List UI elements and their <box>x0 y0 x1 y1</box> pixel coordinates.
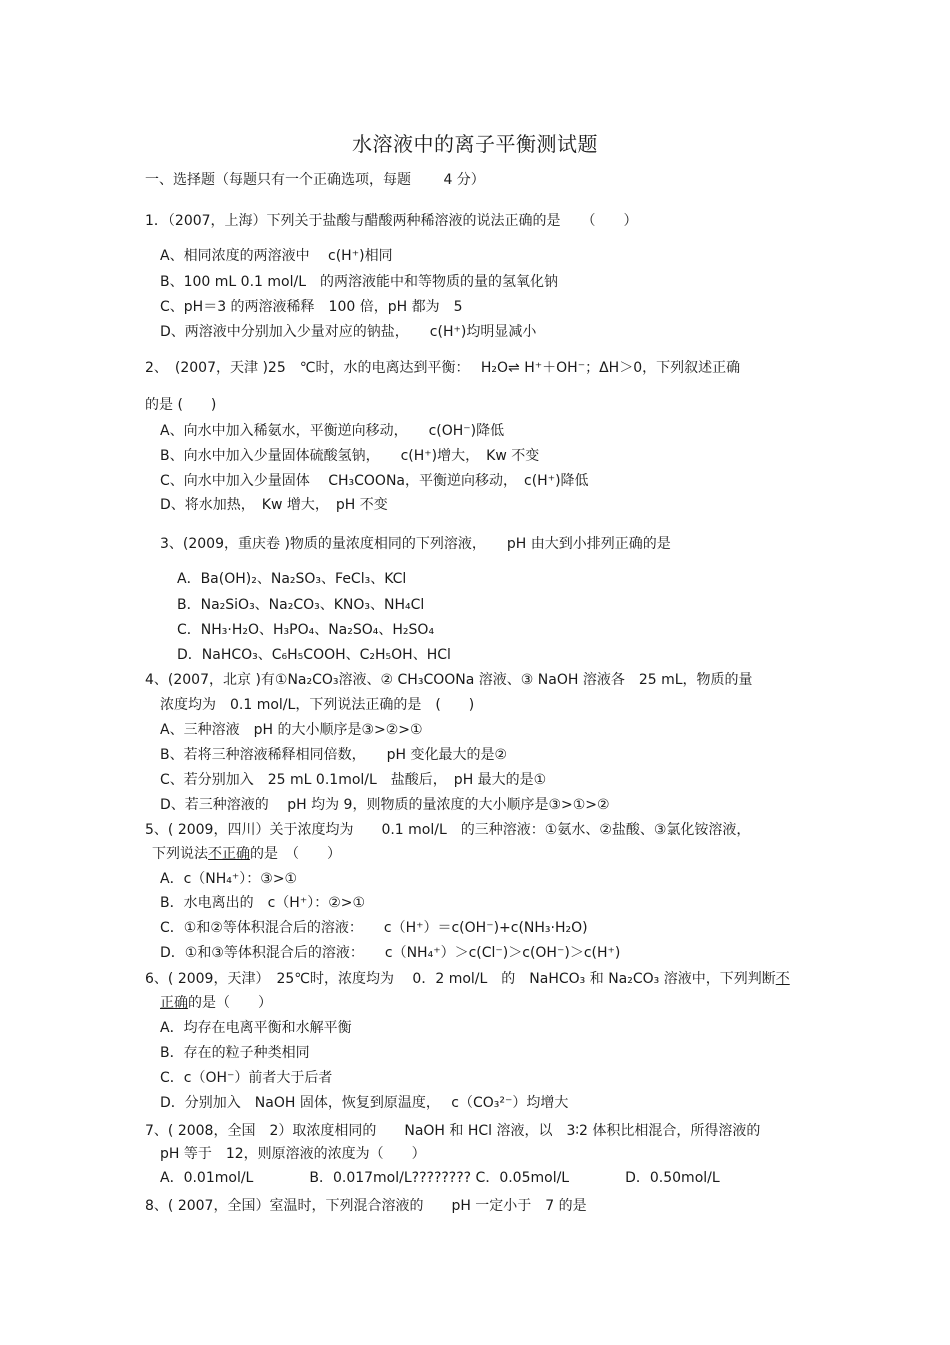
q6-stem-part2: 的是（ ） <box>188 995 272 1011</box>
q8-stem: 8、( 2007，全国）室温时，下列混合溶液的 pH 一定小于 7 的是 <box>145 1198 587 1214</box>
q6-option-b: B．存在的粒子种类相同 <box>160 1045 310 1061</box>
q4-option-b: B、若将三种溶液稀释相同倍数， pH 变化最大的是② <box>160 747 508 763</box>
q2-option-a: A、向水中加入稀氨水，平衡逆向移动， c(OH⁻)降低 <box>160 423 505 439</box>
q5-option-a: A．c（NH₄⁺）：③>① <box>160 871 298 887</box>
q5-stem-part2: 的是 （ ） <box>250 846 341 862</box>
q4-stem-line1: 4、(2007，北京 )有①Na₂CO₃溶液、② CH₃COONa 溶液、③ NaOH 溶液各 25 mL，物质的量 <box>145 672 753 688</box>
q5-option-c: C．①和②等体积混合后的溶液： c（H⁺）＝c(OH⁻)+c(NH₃·H₂O) <box>160 920 588 936</box>
q6-underlined-not: 不 <box>775 971 790 987</box>
q1-option-d: D、两溶液中分别加入少量对应的钠盐， c(H⁺)均明显减小 <box>160 324 537 340</box>
q5-option-d: D．①和③等体积混合后的溶液： c（NH₄⁺）＞c(Cl⁻)＞c(OH⁻)＞c(H⁺) <box>160 945 621 961</box>
q2-stem-line2: 的是 ( ) <box>145 397 217 413</box>
q6-option-a: A．均存在电离平衡和水解平衡 <box>160 1020 352 1036</box>
section-heading: 一、选择题（每题只有一个正确选项，每题 4 分） <box>145 172 485 188</box>
q3-option-b: B．Na₂SiO₃、Na₂CO₃、KNO₃、NH₄Cl <box>177 597 425 613</box>
q1-option-a: A、相同浓度的两溶液中 c(H⁺)相同 <box>160 248 393 264</box>
q5-underlined-not-correct: 不正确 <box>208 846 250 862</box>
q7-stem-line1: 7、( 2008，全国 2）取浓度相同的 NaOH 和 HCl 溶液，以 3∶2 体积比相混合，所得溶液的 <box>145 1123 761 1139</box>
document-title: 水溶液中的离子平衡测试题 <box>352 132 598 156</box>
q5-stem-line2 <box>152 845 341 863</box>
q1-stem: 1．（2007，上海）下列关于盐酸与醋酸两种稀溶液的说法正确的是 （ ） <box>145 213 638 229</box>
q3-option-a: A．Ba(OH)₂、Na₂SO₃、FeCl₃、KCl <box>177 571 407 587</box>
q3-stem: 3、(2009，重庆卷 )物质的量浓度相同的下列溶液， pH 由大到小排列正确的是 <box>160 536 671 552</box>
q7-options: A．0.01mol/L B．0.017mol/L???????? C．0.05mol/L D．0.50mol/L <box>160 1170 720 1186</box>
q4-option-c: C、若分别加入 25 mL 0.1mol/L 盐酸后， pH 最大的是① <box>160 772 547 788</box>
q6-stem-line1 <box>145 970 790 988</box>
q5-option-b: B．水电离出的 c（H⁺）：②>① <box>160 895 366 911</box>
q6-option-c: C．c（OH⁻）前者大于后者 <box>160 1070 333 1086</box>
q2-option-d: D、将水加热， Kw 增大， pH 不变 <box>160 497 388 513</box>
q4-option-d: D、若三种溶液的 pH 均为 9，则物质的量浓度的大小顺序是③>①>② <box>160 797 610 813</box>
q2-stem-line1: 2、 (2007，天津 )25 ℃时，水的电离达到平衡： H₂O⇌ H⁺＋OH⁻；ΔH＞0，下列叙述正确 <box>145 360 741 376</box>
q5-stem-part1: 下列说法 <box>152 846 208 862</box>
q2-option-b: B、向水中加入少量固体硫酸氢钠， c(H⁺)增大， Kw 不变 <box>160 448 540 464</box>
q1-option-c: C、pH＝3 的两溶液稀释 100 倍，pH 都为 5 <box>160 299 463 315</box>
q6-stem-part1: 6、( 2009，天津） 25℃时，浓度均为 0．2 mol/L 的 NaHCO₃ 和 Na₂CO₃ 溶液中，下列判断 <box>145 971 776 987</box>
q3-option-c: C．NH₃·H₂O、H₃PO₄、Na₂SO₄、H₂SO₄ <box>177 622 435 638</box>
q2-option-c: C、向水中加入少量固体 CH₃COONa，平衡逆向移动， c(H⁺)降低 <box>160 473 589 489</box>
q4-option-a: A、三种溶液 pH 的大小顺序是③>②>① <box>160 722 423 738</box>
q5-stem-line1: 5、( 2009，四川）关于浓度均为 0.1 mol/L 的三种溶液：①氨水、②盐酸、③氯化铵溶液， <box>145 822 751 838</box>
q6-option-d: D．分别加入 NaOH 固体，恢复到原温度， c（CO₃²⁻）均增大 <box>160 1095 569 1111</box>
q3-option-d: D．NaHCO₃、C₆H₅COOH、C₂H₅OH、HCl <box>177 647 451 663</box>
q4-stem-line2: 浓度均为 0.1 mol/L，下列说法正确的是 ( ) <box>160 697 475 713</box>
q7-stem-line2: pH 等于 12，则原溶液的浓度为（ ） <box>160 1146 426 1162</box>
q1-option-b: B、100 mL 0.1 mol/L 的两溶液能中和等物质的量的氢氧化钠 <box>160 274 558 290</box>
q6-stem-line2 <box>160 994 272 1012</box>
q6-underlined-correct: 正确 <box>160 995 188 1011</box>
